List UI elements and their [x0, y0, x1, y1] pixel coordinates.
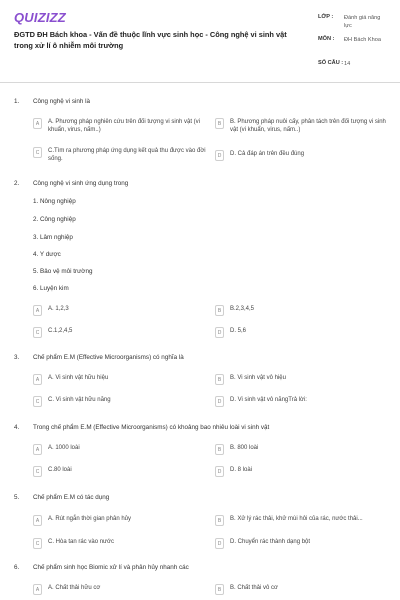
- worksheet-title: ĐGTD ĐH Bách khoa - Vấn đề thuộc lĩnh vực sinh học - Công nghệ vi sinh vật trong xử lí ô nhiễm môi trường: [14, 30, 287, 50]
- option-letter-badge: A: [33, 584, 42, 595]
- answer-option[interactable]: [215, 118, 390, 134]
- question-number: 2.: [14, 180, 20, 187]
- answer-option[interactable]: [215, 466, 390, 477]
- option-letter-badge: A: [33, 444, 42, 455]
- option-text: B. 800 loài: [230, 445, 259, 451]
- answer-option[interactable]: [33, 374, 208, 385]
- option-letter-badge: B: [215, 374, 224, 385]
- question-text: Chế phẩm E.M (Effective Microorganisms) có nghĩa là: [33, 354, 184, 361]
- meta-row-subject: [318, 36, 390, 60]
- option-letter-badge: D: [215, 150, 224, 161]
- answer-option[interactable]: [33, 305, 208, 316]
- list-item: 3. Lâm nghiệp: [33, 234, 73, 241]
- option-letter-badge: C: [33, 538, 42, 549]
- option-letter-badge: B: [215, 444, 224, 455]
- meta-label: SỐ CÂU :: [318, 60, 344, 66]
- answer-option[interactable]: [33, 147, 208, 163]
- option-text: B. Phương pháp nuôi cấy, phân tách trên đối tượng vi sinh vật (vi khuẩn, virus, nấm..): [230, 119, 386, 133]
- list-item: 5. Bảo vệ môi trường: [33, 268, 93, 275]
- option-text: D. 5,6: [230, 328, 247, 334]
- option-text: B. Xử lý rác thải, khử mùi hôi của rác, nước thải...: [230, 516, 363, 522]
- question-number: 1.: [14, 98, 20, 105]
- question-number: 5.: [14, 494, 20, 501]
- answer-option[interactable]: [215, 150, 390, 161]
- option-letter-badge: C: [33, 466, 42, 477]
- worksheet-header: [0, 0, 400, 82]
- option-text: D. Chuyển rác thành dạng bột: [230, 539, 311, 545]
- header-divider: [0, 82, 400, 83]
- option-text: B. Chất thải vô cơ: [230, 585, 278, 591]
- option-letter-badge: D: [215, 327, 224, 338]
- option-letter-badge: C: [33, 327, 42, 338]
- question-number: 4.: [14, 424, 20, 431]
- option-text: B. Vi sinh vật vô hiệu: [230, 375, 286, 381]
- option-letter-badge: B: [215, 584, 224, 595]
- option-text: A. Rút ngắn thời gian phân hủy: [48, 516, 131, 522]
- answer-option[interactable]: [215, 305, 390, 316]
- list-item: 6. Luyện kim: [33, 285, 69, 292]
- answer-option[interactable]: [215, 396, 390, 407]
- answer-option[interactable]: [33, 466, 208, 477]
- answer-option[interactable]: [33, 515, 208, 526]
- option-text: D. Vi sinh vật vô năngTrả lời:: [230, 397, 307, 403]
- meta-row-count: [318, 60, 390, 68]
- question-number: 3.: [14, 354, 20, 361]
- option-letter-badge: A: [33, 305, 42, 316]
- option-letter-badge: C: [33, 147, 42, 158]
- option-letter-badge: B: [215, 515, 224, 526]
- option-text: C.Tìm ra phương pháp ứng dụng kết quả thu được vào đời sống.: [48, 148, 206, 162]
- option-letter-badge: D: [215, 396, 224, 407]
- option-text: A. 1000 loài: [48, 445, 80, 451]
- option-text: A. 1,2,3: [48, 306, 69, 312]
- option-letter-badge: B: [215, 118, 224, 129]
- option-text: C. Vi sinh vật hữu năng: [48, 397, 111, 403]
- option-text: C. Hòa tan rác vào nước: [48, 539, 114, 545]
- answer-option[interactable]: [215, 538, 390, 549]
- meta-value: ĐH Bách Khoa: [344, 37, 382, 43]
- meta-value: 14: [344, 61, 351, 67]
- list-item: 1. Nông nghiệp: [33, 198, 76, 205]
- option-letter-badge: B: [215, 305, 224, 316]
- option-letter-badge: A: [33, 515, 42, 526]
- option-text: B.2,3,4,5: [230, 306, 255, 312]
- quizizz-logo: QUIZIZZ: [14, 10, 66, 25]
- option-text: C.1,2,4,5: [48, 328, 73, 334]
- question-text: Công nghệ vi sinh là: [33, 98, 91, 105]
- meta-label: MÔN :: [318, 36, 335, 42]
- option-text: D. 8 loài: [230, 467, 253, 473]
- answer-option[interactable]: [215, 515, 390, 526]
- question-text: Chế phẩm sinh học Biomic xử lí và phân hủy nhanh các: [33, 564, 189, 571]
- option-letter-badge: C: [33, 396, 42, 407]
- answer-option[interactable]: [33, 584, 208, 595]
- question-number: 6.: [14, 564, 20, 571]
- option-letter-badge: A: [33, 374, 42, 385]
- answer-option[interactable]: [215, 327, 390, 338]
- answer-option[interactable]: [33, 396, 208, 407]
- question-text: Trong chế phẩm E.M (Effective Microorganisms) có khoảng bao nhiêu loài vi sinh vật: [33, 424, 270, 431]
- option-letter-badge: D: [215, 466, 224, 477]
- worksheet-meta: [318, 14, 390, 68]
- answer-option[interactable]: [33, 444, 208, 455]
- option-letter-badge: D: [215, 538, 224, 549]
- meta-row-class: [318, 14, 390, 36]
- answer-option[interactable]: [215, 584, 390, 595]
- question-text: Chế phẩm E.M có tác dụng: [33, 494, 110, 501]
- option-text: D. Cả đáp án trên đều đúng: [230, 151, 305, 157]
- list-item: 4. Y dược: [33, 251, 61, 258]
- answer-option[interactable]: [215, 374, 390, 385]
- answer-option[interactable]: [33, 118, 208, 134]
- option-letter-badge: A: [33, 118, 42, 129]
- option-text: A. Chất thải hữu cơ: [48, 585, 101, 591]
- meta-value: Đánh giá năng lực: [344, 15, 381, 29]
- list-item: 2. Công nghiệp: [33, 216, 76, 223]
- question-text: Công nghệ vi sinh ứng dụng trong: [33, 180, 129, 187]
- answer-option[interactable]: [33, 538, 208, 549]
- option-text: C.80 loài: [48, 467, 72, 473]
- option-text: A. Phương pháp nghiên cứu trên đối tượng vi sinh vật (vi khuẩn, virus, nấm..): [48, 119, 201, 133]
- option-text: A. Vi sinh vật hữu hiệu: [48, 375, 109, 381]
- answer-option[interactable]: [215, 444, 390, 455]
- answer-option[interactable]: [33, 327, 208, 338]
- meta-label: LỚP :: [318, 14, 334, 20]
